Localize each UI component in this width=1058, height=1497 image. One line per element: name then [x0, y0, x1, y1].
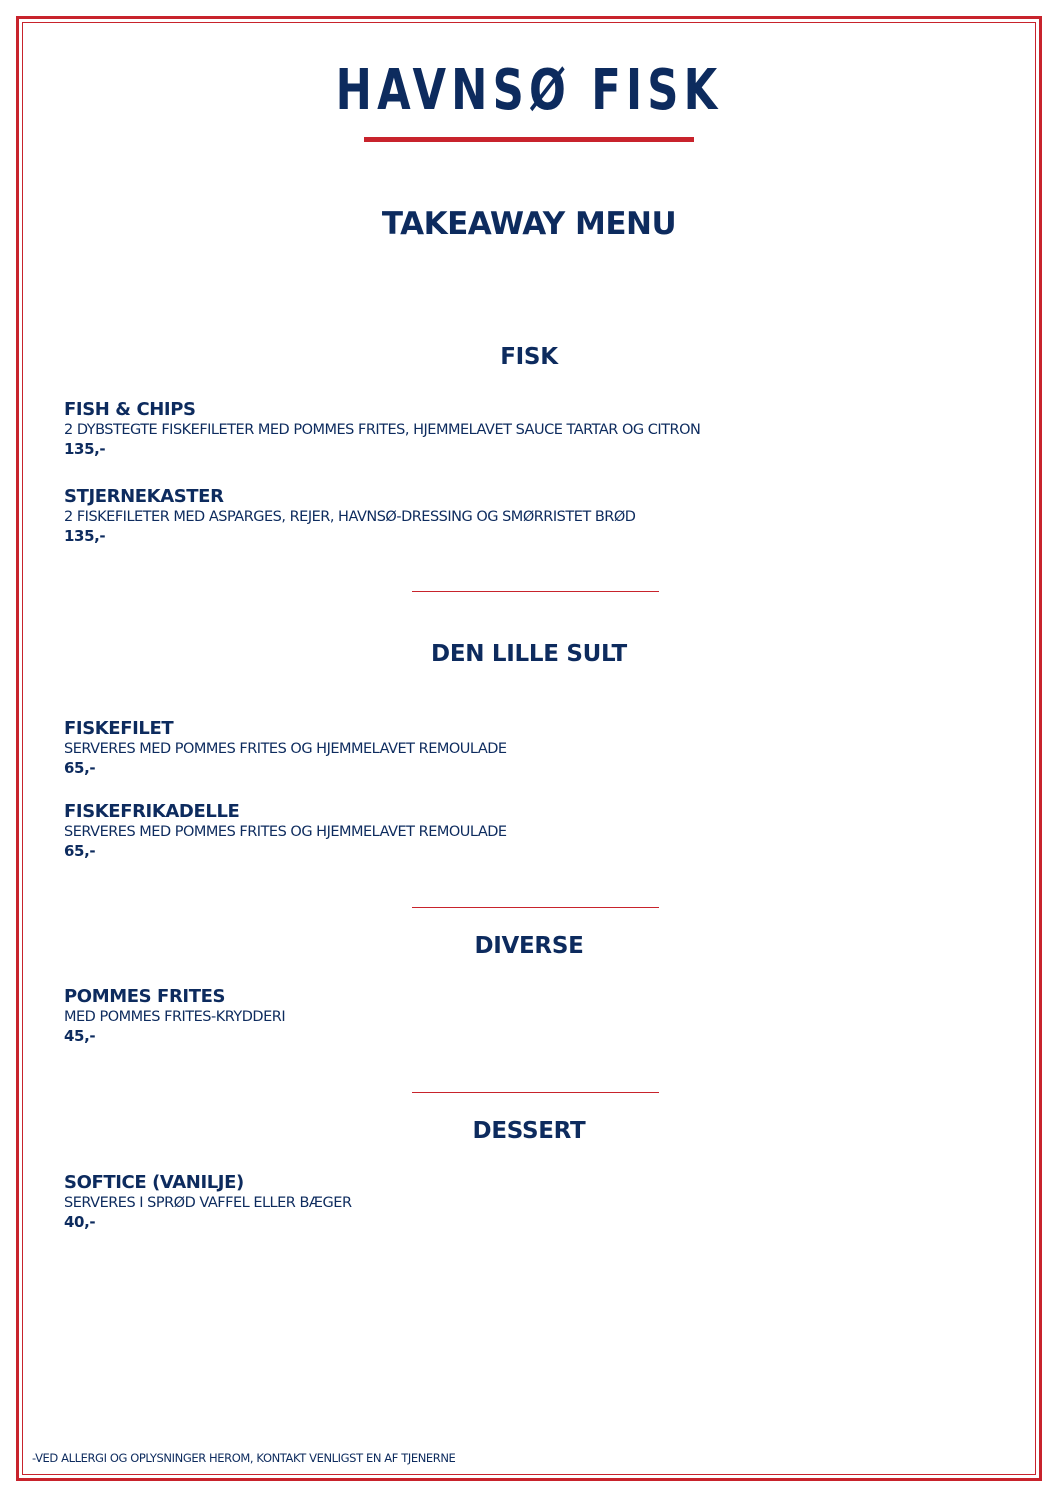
item-price: 40,- [64, 1213, 96, 1231]
item-description: 2 FISKEFILETER MED ASPARGES, REJER, HAVNSØ-DRESSING OG SMØRRISTET BRØD [64, 509, 636, 525]
item-price: 65,- [64, 759, 96, 777]
item-name: POMMES FRITES [64, 986, 226, 1007]
section-heading-diverse: DIVERSE [474, 933, 584, 959]
allergy-footnote: -VED ALLERGI OG OPLYSNINGER HEROM, KONTAKT VENLIGST EN AF TJENERNE [32, 1451, 456, 1465]
item-name: FISKEFRIKADELLE [64, 801, 240, 822]
menu-item-fiskefilet [64, 718, 964, 777]
item-name: SOFTICE (VANILJE) [64, 1172, 244, 1193]
menu-item-stjernekaster [64, 486, 964, 545]
item-name: FISKEFILET [64, 718, 174, 739]
item-name: FISH & CHIPS [64, 399, 196, 420]
menu-item-pommes-frites [64, 986, 964, 1045]
item-description: SERVERES MED POMMES FRITES OG HJEMMELAVET REMOULADE [64, 741, 507, 757]
item-description: 2 DYBSTEGTE FISKEFILETER MED POMMES FRITES, HJEMMELAVET SAUCE TARTAR OG CITRON [64, 422, 701, 438]
item-price: 135,- [64, 440, 106, 458]
logo-underline [364, 137, 694, 142]
section-heading-den-lille-sult: DEN LILLE SULT [431, 641, 627, 667]
item-description: SERVERES I SPRØD VAFFEL ELLER BÆGER [64, 1195, 352, 1211]
section-divider [412, 907, 659, 908]
menu-item-softice [64, 1172, 964, 1231]
item-name: STJERNEKASTER [64, 486, 224, 507]
section-divider [412, 1092, 659, 1093]
section-heading-dessert: DESSERT [472, 1118, 586, 1144]
item-price: 65,- [64, 842, 96, 860]
menu-title: TAKEAWAY MENU [381, 206, 677, 242]
menu-item-fish-and-chips [64, 399, 964, 458]
section-heading-fisk: FISK [500, 344, 558, 370]
item-price: 45,- [64, 1027, 96, 1045]
brand-logo: HAVNSØ FISK [335, 58, 723, 123]
section-divider [412, 591, 659, 592]
menu-item-fiskefrikadelle [64, 801, 964, 860]
item-description: SERVERES MED POMMES FRITES OG HJEMMELAVET REMOULADE [64, 824, 507, 840]
item-price: 135,- [64, 527, 106, 545]
item-description: MED POMMES FRITES-KRYDDERI [64, 1009, 286, 1025]
